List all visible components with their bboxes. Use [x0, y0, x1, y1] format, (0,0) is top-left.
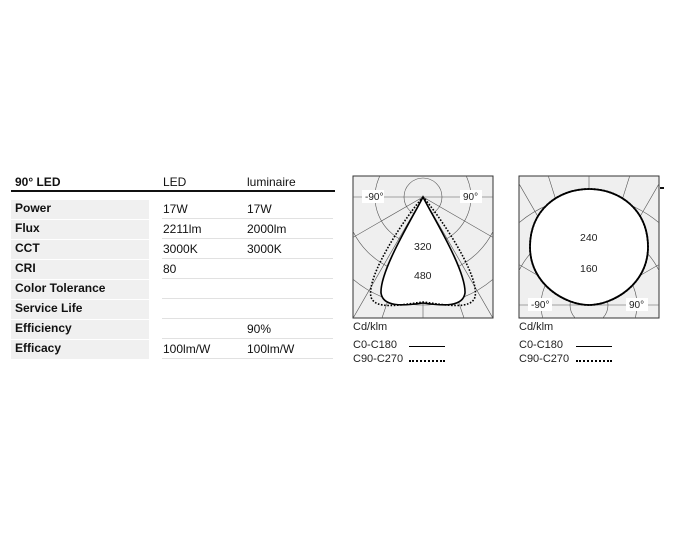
col-luminaire-header: luminaire	[247, 175, 296, 189]
spec-value-luminaire: 2000lm	[247, 222, 287, 236]
spec-row-efficiency	[11, 319, 335, 339]
spec-row-cri	[11, 259, 335, 279]
legend-label-dotted: C90-C270	[519, 353, 570, 365]
spec-value-luminaire: 17W	[247, 202, 272, 216]
spec-value-led: 17W	[163, 202, 188, 216]
unit-label: Cd/klm	[353, 321, 388, 333]
legend-label-solid: C0-C180	[353, 339, 398, 351]
legend-label-solid: C0-C180	[519, 339, 564, 351]
ring-label: 240	[580, 232, 598, 244]
ring-label: 320	[414, 241, 432, 253]
spec-label: Efficiency	[11, 320, 149, 339]
legend-line-dotted	[409, 360, 445, 362]
angle-left-label: -90°	[365, 192, 384, 203]
spec-label: Power	[11, 200, 149, 219]
spec-value-luminaire: 90%	[247, 322, 272, 336]
spec-table-header	[11, 175, 335, 192]
spec-value-led: 100lm/W	[163, 342, 211, 356]
legend-label-dotted: C90-C270	[353, 353, 404, 365]
angle-right-label: 90°	[629, 300, 645, 311]
col-led-header: LED	[163, 175, 187, 189]
spec-row-efficacy	[11, 339, 335, 359]
legend-line-solid	[576, 346, 612, 347]
spec-label: CCT	[11, 240, 149, 259]
spec-label: CRI	[11, 260, 149, 279]
angle-left-label: -90°	[531, 300, 550, 311]
spec-row-service-life	[11, 299, 335, 319]
spec-table	[11, 175, 335, 359]
ring-label: 160	[580, 263, 598, 275]
spec-label: Flux	[11, 220, 149, 239]
spec-value-luminaire: 3000K	[247, 242, 282, 256]
edge-tick	[660, 187, 664, 189]
unit-label: Cd/klm	[519, 321, 554, 333]
spec-row-flux	[11, 219, 335, 239]
legend-line-solid	[409, 346, 445, 347]
ring-label: 480	[414, 270, 432, 282]
spec-title: 90° LED	[15, 175, 61, 189]
polar-diagram-narrow	[352, 175, 494, 319]
angle-right-label: 90°	[463, 192, 479, 203]
polar-diagram-wide	[518, 175, 660, 319]
spec-row-power	[11, 199, 335, 219]
spec-value-led: 3000K	[163, 242, 198, 256]
spec-label: Efficacy	[11, 340, 149, 359]
spec-value-led: 80	[163, 262, 177, 276]
spec-row-color-tolerance	[11, 279, 335, 299]
spec-value-led: 2211lm	[163, 222, 202, 236]
spec-row-cct	[11, 239, 335, 259]
spec-label: Color Tolerance	[11, 280, 149, 299]
spec-value-luminaire: 100lm/W	[247, 342, 295, 356]
spec-label: Service Life	[11, 300, 149, 319]
legend-line-dotted	[576, 360, 612, 362]
